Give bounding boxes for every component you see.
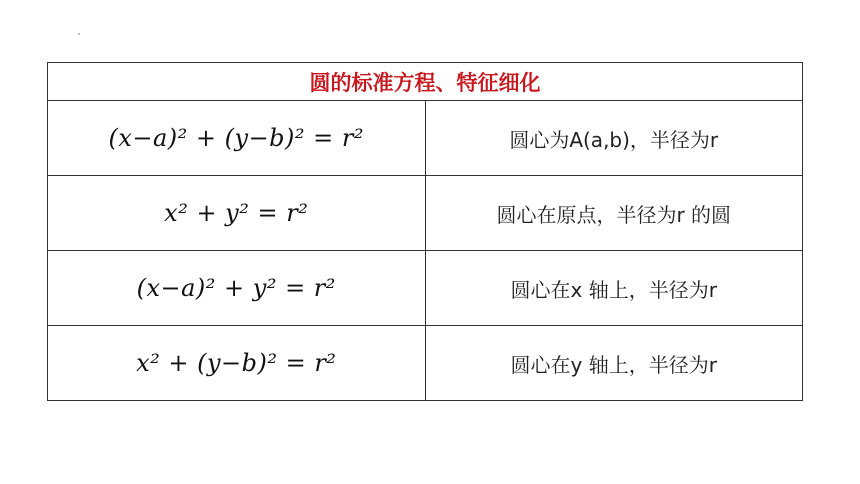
equation-cell: (x−a)² + (y−b)² = r² — [48, 101, 426, 176]
table-row — [48, 176, 803, 251]
description-cell: 圆心在y 轴上，半径为r — [425, 326, 803, 401]
equation-cell: x² + y² = r² — [48, 176, 426, 251]
table-title: 圆的标准方程、特征细化 — [48, 63, 803, 101]
table-row — [48, 326, 803, 401]
circle-equation-table — [47, 62, 803, 401]
description-cell: 圆心在原点，半径为r 的圆 — [425, 176, 803, 251]
description-cell: 圆心为A(a,b)，半径为r — [425, 101, 803, 176]
equation-cell: x² + (y−b)² = r² — [48, 326, 426, 401]
table-header-row — [48, 63, 803, 101]
table-row — [48, 251, 803, 326]
description-cell: 圆心在x 轴上，半径为r — [425, 251, 803, 326]
table-row — [48, 101, 803, 176]
equation-cell: (x−a)² + y² = r² — [48, 251, 426, 326]
decorative-dot — [78, 33, 80, 35]
